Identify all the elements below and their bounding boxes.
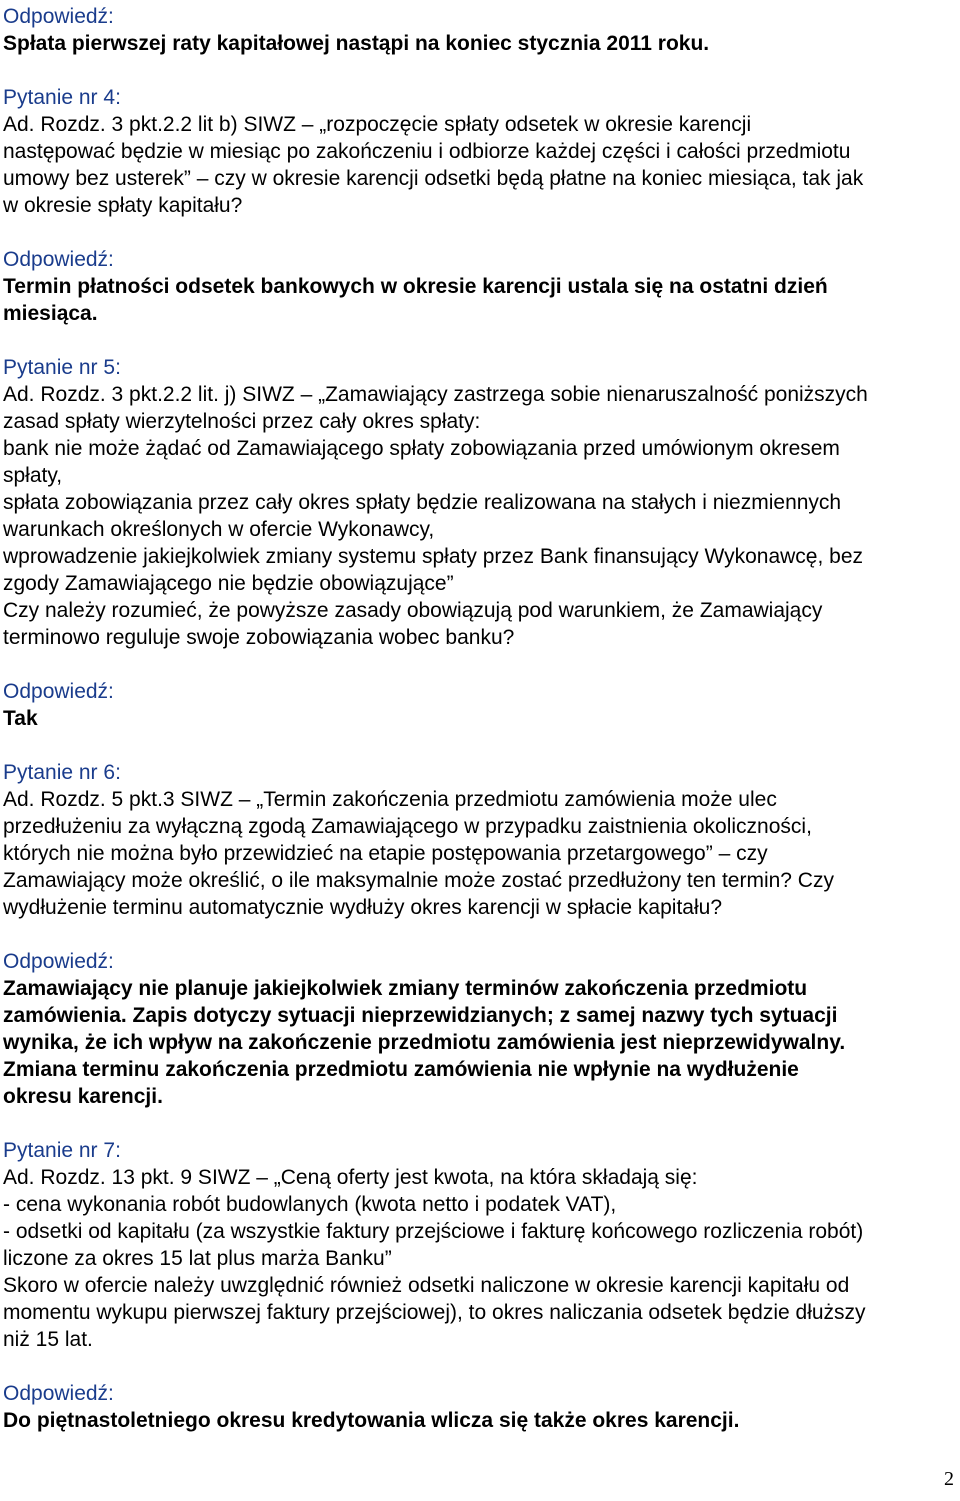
question-text-line: Zamawiający może określić, o ile maksymalnie może zostać przedłużony ten termin? Czy	[3, 869, 834, 892]
question-text-line: których nie można było przewidzieć na etapie postępowania przetargowego” – czy	[3, 842, 768, 865]
answer-text-line: wynika, że ich wpływ na zakończenie przedmiotu zamówienia jest nieprzewidywalny.	[3, 1031, 846, 1054]
answer-text	[3, 1407, 953, 1434]
question-text	[3, 786, 953, 921]
paragraph-gap	[3, 651, 953, 678]
question-heading-line: Pytanie nr 4:	[3, 86, 121, 109]
answer-text-line: Zamawiający nie planuje jakiejkolwiek zmiany terminów zakończenia przedmiotu	[3, 977, 808, 1000]
answer-text	[3, 705, 953, 732]
question-text-line: wydłużenie terminu automatycznie wydłuży okres karencji w spłacie kapitału?	[3, 896, 722, 919]
question-text-line: bank nie może żądać od Zamawiającego spłaty zobowiązania przed umówionym okresem	[3, 437, 840, 460]
answer-text-line: Spłata pierwszej raty kapitałowej nastąpi na koniec stycznia 2011 roku.	[3, 32, 710, 55]
question-text-line: liczone za okres 15 lat plus marża Banku”	[3, 1247, 392, 1270]
paragraph-gap	[3, 1353, 953, 1380]
question-text-line: spłaty,	[3, 464, 63, 487]
question-text-line: niż 15 lat.	[3, 1328, 93, 1351]
paragraph-gap	[3, 57, 953, 84]
question-text-line: umowy bez usterek” – czy w okresie karencji odsetki będą płatne na koniec miesiąca, tak jak	[3, 167, 864, 190]
answer-label	[3, 678, 953, 705]
question-text-line: momentu wykupu pierwszej faktury przejściowej), to okres naliczania odsetek będzie dłuższy	[3, 1301, 866, 1324]
question-text-line: warunkach określonych w ofercie Wykonawcy,	[3, 518, 435, 541]
question-text-line: - odsetki od kapitału (za wszystkie faktury przejściowe i fakturę końcowego rozliczenia robót)	[3, 1220, 864, 1243]
answer-label	[3, 246, 953, 273]
question-heading	[3, 759, 953, 786]
answer-label-line: Odpowiedź:	[3, 950, 114, 973]
answer-text-line: miesiąca.	[3, 302, 98, 325]
page-number: 2	[944, 1468, 954, 1490]
question-text-line: Ad. Rozdz. 3 pkt.2.2 lit. j) SIWZ – „Zamawiający zastrzega sobie nienaruszalność poniższych	[3, 383, 868, 406]
question-text-line: zgody Zamawiającego nie będzie obowiązujące”	[3, 572, 454, 595]
question-text	[3, 381, 953, 651]
paragraph-gap	[3, 921, 953, 948]
question-heading	[3, 84, 953, 111]
question-text-line: spłata zobowiązania przez cały okres spłaty będzie realizowana na stałych i niezmiennych	[3, 491, 842, 514]
answer-text	[3, 273, 953, 327]
document-page	[3, 3, 953, 1434]
answer-label	[3, 1380, 953, 1407]
answer-label-line: Odpowiedź:	[3, 5, 114, 28]
question-heading-line: Pytanie nr 7:	[3, 1139, 121, 1162]
paragraph-gap	[3, 327, 953, 354]
answer-text-line: Termin płatności odsetek bankowych w okresie karencji ustala się na ostatni dzień	[3, 275, 828, 298]
question-heading	[3, 354, 953, 381]
answer-text-line: Do piętnastoletniego okresu kredytowania wlicza się także okres karencji.	[3, 1409, 740, 1432]
question-heading-line: Pytanie nr 6:	[3, 761, 121, 784]
answer-label-line: Odpowiedź:	[3, 248, 114, 271]
question-text	[3, 111, 953, 219]
answer-label	[3, 948, 953, 975]
answer-text-line: Tak	[3, 707, 38, 730]
question-text-line: - cena wykonania robót budowlanych (kwota netto i podatek VAT),	[3, 1193, 617, 1216]
question-text-line: wprowadzenie jakiejkolwiek zmiany systemu spłaty przez Bank finansujący Wykonawcę, bez	[3, 545, 864, 568]
question-text	[3, 1164, 953, 1353]
answer-label	[3, 3, 953, 30]
question-text-line: Czy należy rozumieć, że powyższe zasady obowiązują pod warunkiem, że Zamawiający	[3, 599, 823, 622]
question-text-line: następować będzie w miesiąc po zakończeniu i odbiorze każdej części i całości przedmiotu	[3, 140, 851, 163]
question-text-line: przedłużeniu za wyłączną zgodą Zamawiającego w przypadku zaistnienia okoliczności,	[3, 815, 812, 838]
question-text-line: terminowo reguluje swoje zobowiązania wobec banku?	[3, 626, 515, 649]
answer-label-line: Odpowiedź:	[3, 680, 114, 703]
answer-text	[3, 975, 953, 1110]
answer-text-line: zamówienia. Zapis dotyczy sytuacji nieprzewidzianych; z samej nazwy tych sytuacji	[3, 1004, 838, 1027]
answer-text-line: okresu karencji.	[3, 1085, 163, 1108]
paragraph-gap	[3, 219, 953, 246]
answer-label-line: Odpowiedź:	[3, 1382, 114, 1405]
question-text-line: w okresie spłaty kapitału?	[3, 194, 243, 217]
paragraph-gap	[3, 1110, 953, 1137]
question-text-line: Ad. Rozdz. 13 pkt. 9 SIWZ – „Ceną oferty jest kwota, na która składają się:	[3, 1166, 698, 1189]
question-text-line: zasad spłaty wierzytelności przez cały okres spłaty:	[3, 410, 481, 433]
question-text-line: Skoro w ofercie należy uwzględnić również odsetki naliczone w okresie karencji kapitału od	[3, 1274, 850, 1297]
question-text-line: Ad. Rozdz. 5 pkt.3 SIWZ – „Termin zakończenia przedmiotu zamówienia może ulec	[3, 788, 777, 811]
question-heading-line: Pytanie nr 5:	[3, 356, 121, 379]
question-heading	[3, 1137, 953, 1164]
answer-text-line: Zmiana terminu zakończenia przedmiotu zamówienia nie wpłynie na wydłużenie	[3, 1058, 799, 1081]
answer-text	[3, 30, 953, 57]
question-text-line: Ad. Rozdz. 3 pkt.2.2 lit b) SIWZ – „rozpoczęcie spłaty odsetek w okresie karencji	[3, 113, 752, 136]
paragraph-gap	[3, 732, 953, 759]
